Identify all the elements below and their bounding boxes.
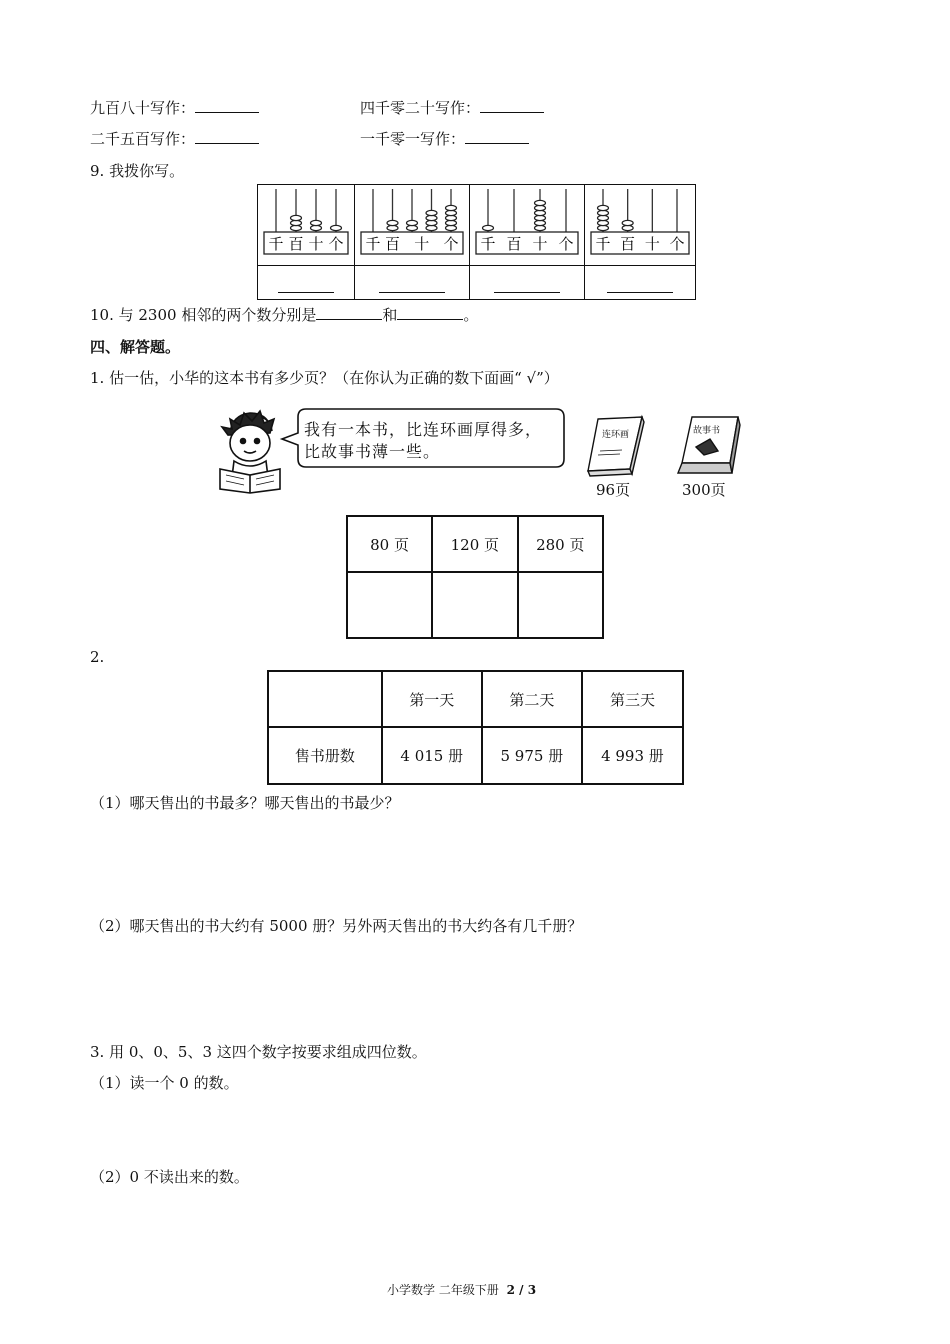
header-cell: 第一天: [382, 671, 482, 727]
abacus-figure: [258, 185, 354, 261]
abacus-bead: [535, 200, 546, 205]
answer-blank[interactable]: [480, 98, 544, 113]
q8-label: 二千五百写作：: [90, 130, 196, 148]
abacus-place-label: 个: [443, 235, 459, 253]
option-cell: 280 页: [518, 516, 603, 572]
comic-book-pages: 96页: [596, 481, 631, 499]
boy-reading-figure: [220, 411, 280, 493]
q8-label: 四千零二十写作：: [360, 99, 481, 117]
book-sales-table: [267, 670, 684, 785]
abacus-table: [257, 184, 696, 300]
abacus-bead: [387, 220, 398, 225]
header-cell: 第三天: [582, 671, 683, 727]
abacus-place-label: 千: [365, 235, 381, 253]
abacus-place-label: 十: [644, 235, 660, 253]
q10-suffix: 。: [463, 306, 479, 324]
abacus-bead: [598, 205, 609, 210]
abacus-place-label: 百: [620, 235, 636, 253]
problem-3-q1: （1）读一个 0 的数。: [90, 1074, 239, 1092]
value-cell: 5 975 册: [482, 727, 582, 784]
abacus-place-label: 百: [506, 235, 522, 253]
speech-line-1: 我有一本书，比连环画厚得多，: [304, 420, 543, 439]
abacus-cell: [355, 185, 470, 266]
answer-blank[interactable]: [195, 129, 259, 144]
abacus-figure: [585, 185, 695, 261]
header-cell: 第二天: [482, 671, 582, 727]
abacus-place-label: 十: [414, 235, 430, 253]
q8-item-a: [90, 97, 259, 118]
abacus-cell: [585, 185, 696, 266]
abacus-figure: [470, 185, 584, 261]
value-cell: 4 993 册: [582, 727, 683, 784]
option-cell: 120 页: [432, 516, 517, 572]
answer-blank[interactable]: [195, 98, 259, 113]
abacus-bead: [446, 205, 457, 210]
check-cell[interactable]: [518, 572, 603, 638]
abacus-figure: [355, 185, 469, 261]
abacus-place-label: 十: [308, 235, 324, 253]
q10: [90, 304, 478, 325]
abacus-place-label: 千: [480, 235, 496, 253]
q8-item-c: [90, 128, 259, 149]
q8-item-b: [360, 97, 544, 118]
q10-prefix: 10. 与 2300 相邻的两个数分别是: [90, 306, 317, 324]
abacus-bead: [311, 220, 322, 225]
abacus-bead: [291, 215, 302, 220]
abacus-cell: [258, 185, 355, 266]
abacus-answer-cell[interactable]: [258, 266, 355, 300]
problem-3-question: 3. 用 0、0、5、3 这四个数字按要求组成四位数。: [90, 1043, 427, 1061]
story-book-pages: 300页: [682, 481, 726, 499]
check-cell[interactable]: [347, 572, 432, 638]
abacus-place-label: 个: [328, 235, 344, 253]
abacus-bead: [622, 220, 633, 225]
answer-blank[interactable]: [316, 305, 382, 320]
q10-mid: 和: [382, 306, 398, 324]
speech-line-2: 比故事书薄一些。: [304, 442, 441, 461]
problem-2-number: 2.: [90, 648, 105, 666]
abacus-place-label: 百: [288, 235, 304, 253]
abacus-answer-cell[interactable]: [470, 266, 585, 300]
q9-title: 9. 我拨你写。: [90, 162, 185, 180]
footer-text: 小学数学 二年级下册: [387, 1283, 499, 1297]
value-cell: 4 015 册: [382, 727, 482, 784]
section-title: 四、解答题。: [90, 338, 181, 356]
answer-blank[interactable]: [397, 305, 463, 320]
page-footer: [387, 1281, 536, 1298]
option-cell: 80 页: [347, 516, 432, 572]
problem-1-question: 1. 估一估，小华的这本书有多少页？（在你认为正确的数下面画“ √”）: [90, 369, 559, 387]
abacus-answer-cell[interactable]: [585, 266, 696, 300]
comic-book-cover-text: 连环画: [602, 430, 630, 440]
check-cell[interactable]: [432, 572, 517, 638]
q8-label: 一千零一写作：: [360, 130, 466, 148]
q8-label: 九百八十写作：: [90, 99, 196, 117]
story-book-cover-text: 故事书: [693, 426, 721, 436]
abacus-bead: [331, 225, 342, 230]
header-cell: [268, 671, 382, 727]
abacus-bead: [407, 220, 418, 225]
abacus-bead: [483, 225, 494, 230]
problem-2-q1: （1）哪天售出的书最多？哪天售出的书最少？: [90, 794, 400, 812]
page-options-table: [346, 515, 604, 639]
abacus-place-label: 十: [532, 235, 548, 253]
abacus-place-label: 百: [384, 235, 401, 253]
abacus-place-label: 千: [268, 235, 284, 253]
abacus-answer-cell[interactable]: [355, 266, 470, 300]
problem-3-q2: （2）0 不读出来的数。: [90, 1168, 249, 1186]
problem-1-illustration: [210, 405, 770, 505]
abacus-place-label: 千: [595, 235, 611, 253]
abacus-bead: [426, 210, 437, 215]
page-number: 2 / 3: [506, 1283, 537, 1297]
abacus-place-label: 个: [669, 235, 685, 253]
abacus-cell: [470, 185, 585, 266]
q8-item-d: [360, 128, 529, 149]
row-label: 售书册数: [268, 727, 382, 784]
comic-book-icon: [588, 417, 644, 476]
answer-blank[interactable]: [465, 129, 529, 144]
problem-2-q2: （2）哪天售出的书大约有 5000 册？另外两天售出的书大约各有几千册？: [90, 917, 583, 935]
abacus-place-label: 个: [558, 235, 574, 253]
